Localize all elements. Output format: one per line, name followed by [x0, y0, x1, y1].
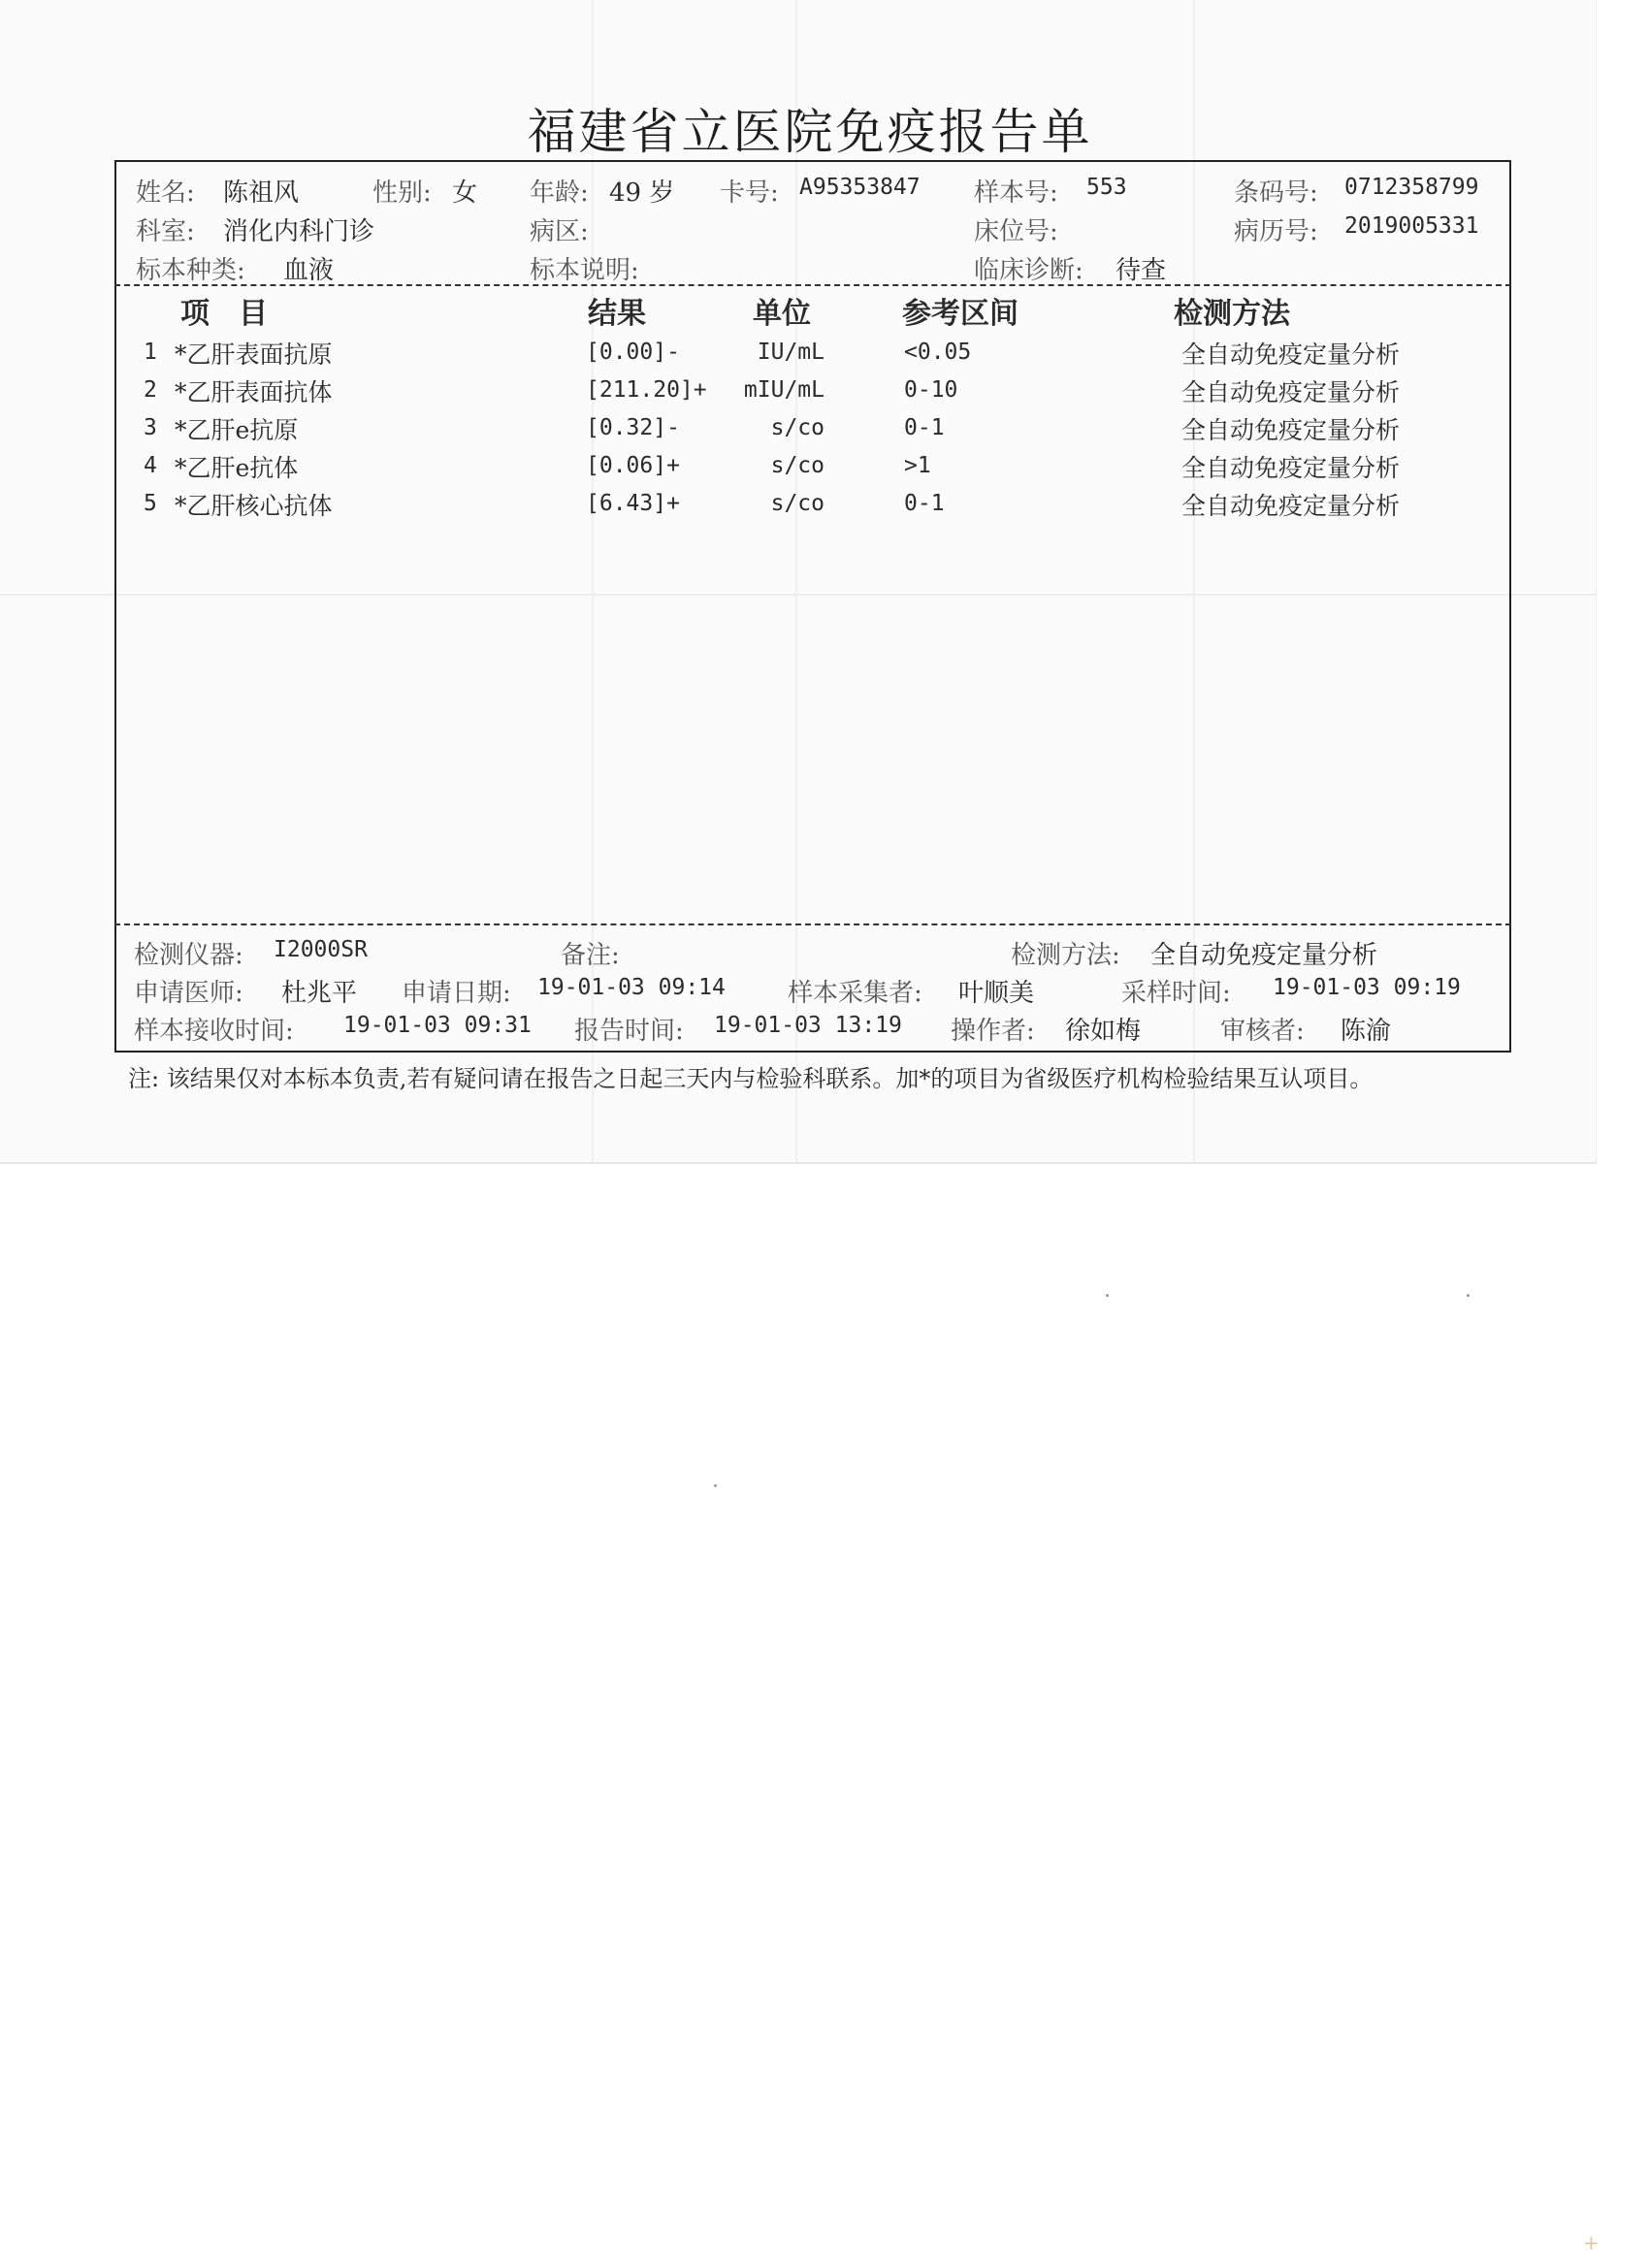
disclaimer-note: 注: 该结果仅对本标本负责,若有疑问请在报告之日起三天内与检验科联系。加*的项目为省级医疗机构检验结果互认项目。: [128, 1065, 1374, 1092]
barcode-label: 条码号:: [1234, 178, 1318, 208]
row-item: *乙肝表面抗体: [175, 378, 333, 406]
report-frame: [114, 160, 1511, 1053]
doctor-label: 申请医师:: [134, 979, 243, 1008]
bed-label: 床位号:: [974, 217, 1058, 246]
sample-number: 553: [1086, 175, 1127, 200]
row-reference: 0-10: [904, 377, 958, 403]
row-item: *乙肝核心抗体: [175, 492, 333, 520]
sample-collector: 叶顺美: [958, 979, 1035, 1008]
row-item: *乙肝e抗体: [175, 454, 299, 482]
age-label: 年龄:: [530, 178, 589, 208]
apply-date-label: 申请日期:: [402, 979, 511, 1008]
scan-speck: [1106, 1294, 1109, 1297]
patient-name: 陈祖风: [223, 178, 300, 208]
row-unit: s/co: [770, 453, 824, 478]
method-label: 检测方法:: [1011, 941, 1120, 970]
header-result: 结果: [588, 297, 646, 331]
row-number: 2: [144, 377, 157, 403]
department: 消化内科门诊: [223, 217, 375, 246]
specimen-note-label: 标本说明:: [530, 256, 639, 285]
test-method: 全自动免疫定量分析: [1150, 941, 1378, 970]
report-title: 福建省立医院免疫报告单: [527, 104, 1093, 160]
footer-divider: [114, 923, 1511, 925]
specimen-label: 标本种类:: [136, 256, 245, 285]
row-method: 全自动免疫定量分析: [1181, 454, 1401, 482]
dept-label: 科室:: [136, 217, 195, 246]
record-number: 2019005331: [1344, 213, 1479, 239]
card-label: 卡号:: [720, 178, 779, 208]
row-number: 5: [144, 491, 157, 516]
corner-watermark: +: [1583, 2231, 1600, 2254]
row-reference: >1: [904, 453, 931, 478]
header-reference: 参考区间: [902, 297, 1018, 331]
report-time: 19-01-03 13:19: [714, 1013, 902, 1038]
row-item: *乙肝表面抗原: [175, 340, 333, 369]
row-method: 全自动免疫定量分析: [1181, 416, 1401, 444]
row-number: 1: [144, 340, 157, 365]
row-method: 全自动免疫定量分析: [1181, 378, 1401, 406]
header-method: 检测方法: [1174, 297, 1290, 331]
sample-label: 样本号:: [974, 178, 1058, 208]
row-result: [6.43]+: [586, 491, 680, 516]
row-unit: s/co: [770, 415, 824, 440]
row-result: [0.32]-: [586, 415, 680, 440]
row-method: 全自动免疫定量分析: [1181, 340, 1401, 369]
header-unit: 单位: [753, 297, 811, 331]
row-unit: IU/mL: [757, 340, 824, 365]
name-label: 姓名:: [136, 178, 195, 208]
barcode-number: 0712358799: [1344, 175, 1479, 200]
row-unit: mIU/mL: [743, 377, 824, 403]
patient-age: 49 岁: [609, 178, 675, 208]
apply-date: 19-01-03 09:14: [537, 975, 726, 1000]
receive-time-label: 样本接收时间:: [134, 1017, 294, 1046]
receive-time: 19-01-03 09:31: [343, 1013, 532, 1038]
report-time-label: 报告时间:: [574, 1017, 684, 1046]
clinical-diagnosis: 待查: [1116, 256, 1167, 285]
ward-label: 病区:: [530, 217, 589, 246]
row-method: 全自动免疫定量分析: [1181, 492, 1401, 520]
scan-speck: [1467, 1294, 1470, 1297]
row-reference: 0-1: [904, 491, 945, 516]
card-number: A95353847: [799, 175, 921, 200]
collector-label: 样本采集者:: [788, 979, 922, 1008]
scan-speck: [714, 1484, 717, 1487]
row-unit: s/co: [770, 491, 824, 516]
diagnosis-label: 临床诊断:: [974, 256, 1083, 285]
patient-sex: 女: [452, 178, 478, 208]
instrument: I2000SR: [274, 937, 368, 962]
row-number: 4: [144, 453, 157, 478]
sex-label: 性别:: [372, 178, 432, 208]
header-item: 项 目: [180, 297, 268, 331]
row-result: [0.00]-: [586, 340, 680, 365]
specimen-type: 血液: [283, 256, 335, 285]
collect-time: 19-01-03 09:19: [1273, 975, 1461, 1000]
reviewer-label: 审核者:: [1220, 1017, 1305, 1046]
row-result: [0.06]+: [586, 453, 680, 478]
operator: 徐如梅: [1065, 1017, 1142, 1046]
row-reference: 0-1: [904, 415, 945, 440]
instrument-label: 检测仪器:: [134, 941, 243, 970]
reviewer: 陈渝: [1341, 1017, 1392, 1046]
row-reference: <0.05: [904, 340, 972, 365]
operator-label: 操作者:: [951, 1017, 1035, 1046]
row-number: 3: [144, 415, 157, 440]
requesting-doctor: 杜兆平: [281, 979, 358, 1008]
remark-label: 备注:: [561, 941, 620, 970]
row-result: [211.20]+: [586, 377, 707, 403]
collect-time-label: 采样时间:: [1121, 979, 1231, 1008]
record-label: 病历号:: [1234, 217, 1318, 246]
row-item: *乙肝e抗原: [175, 416, 299, 444]
